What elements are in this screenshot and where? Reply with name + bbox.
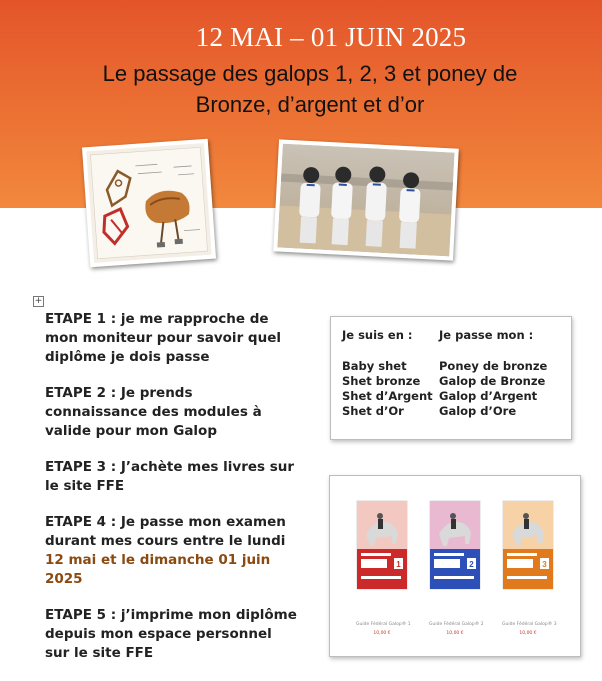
step-5: ETAPE 5 : j’imprime mon diplôme depuis mon espace personnel sur le site FFE (45, 607, 297, 661)
levels-table (330, 316, 572, 440)
header-banner (0, 0, 602, 208)
step-3: ETAPE 3 : J’achète mes livres sur le site FFE (45, 459, 295, 494)
guide-book-1[interactable] (356, 500, 411, 636)
next-level-item: Galop de Bronze (439, 374, 546, 388)
guide-book-price: 10,00 € (446, 631, 464, 636)
header-title-line2: Bronze, d’argent et d’or (195, 92, 425, 117)
riders-photo (273, 139, 459, 260)
svg-text:3: 3 (542, 560, 547, 569)
next-level-item: Poney de bronze (439, 359, 548, 373)
step-4 (45, 513, 297, 589)
header-title (70, 58, 550, 120)
guide-book-caption: Guide Fédéral Galop® 1 (356, 622, 411, 627)
guide-books-panel (329, 475, 581, 657)
next-level-header: Je passe mon : (439, 328, 534, 342)
current-level-header: Je suis en : (342, 328, 413, 342)
next-level-column (439, 328, 547, 419)
svg-text:1: 1 (396, 560, 401, 569)
guide-book-3[interactable] (502, 500, 557, 636)
next-level-item: Galop d’Ore (439, 404, 517, 418)
guide-book-caption: Guide Fédéral Galop® 3 (502, 622, 557, 627)
guide-book-2[interactable] (429, 500, 484, 636)
guide-book-cover-3 (502, 500, 554, 590)
next-level-item: Galop d’Argent (439, 389, 538, 403)
current-level-item: Baby shet (342, 359, 407, 373)
current-level-item: Shet d’Or (342, 404, 404, 418)
step-2: ETAPE 2 : Je prends connaissance des modules à valide pour mon Galop (45, 385, 262, 439)
guide-book-cover-2 (429, 500, 481, 590)
guide-book-caption: Guide Fédéral Galop® 2 (429, 622, 484, 627)
svg-text:2: 2 (469, 560, 474, 569)
current-level-column (342, 328, 433, 419)
saddle-diagram-photo (82, 139, 216, 267)
guide-book-cover-1 (356, 500, 408, 590)
step-1: ETAPE 1 : je me rapproche de mon moniteur pour savoir quel diplôme je dois passe (45, 311, 281, 365)
current-level-item: Shet d’Argent (342, 389, 433, 403)
step-4-text: ETAPE 4 : Je passe mon examen durant mes cours entre le lundi (45, 514, 286, 549)
guide-book-price: 10,00 € (373, 631, 391, 636)
move-icon[interactable]: + (34, 296, 43, 306)
header-date: 12 MAI – 01 JUIN 2025 (195, 22, 467, 52)
step-4-dates: 12 mai et le dimanche 01 juin 2025 (45, 552, 271, 587)
current-level-item: Shet bronze (342, 374, 421, 388)
guide-book-price: 10,00 € (519, 631, 537, 636)
steps-list (45, 310, 297, 680)
header-title-line1: Le passage des galops 1, 2, 3 et poney de (102, 61, 518, 86)
